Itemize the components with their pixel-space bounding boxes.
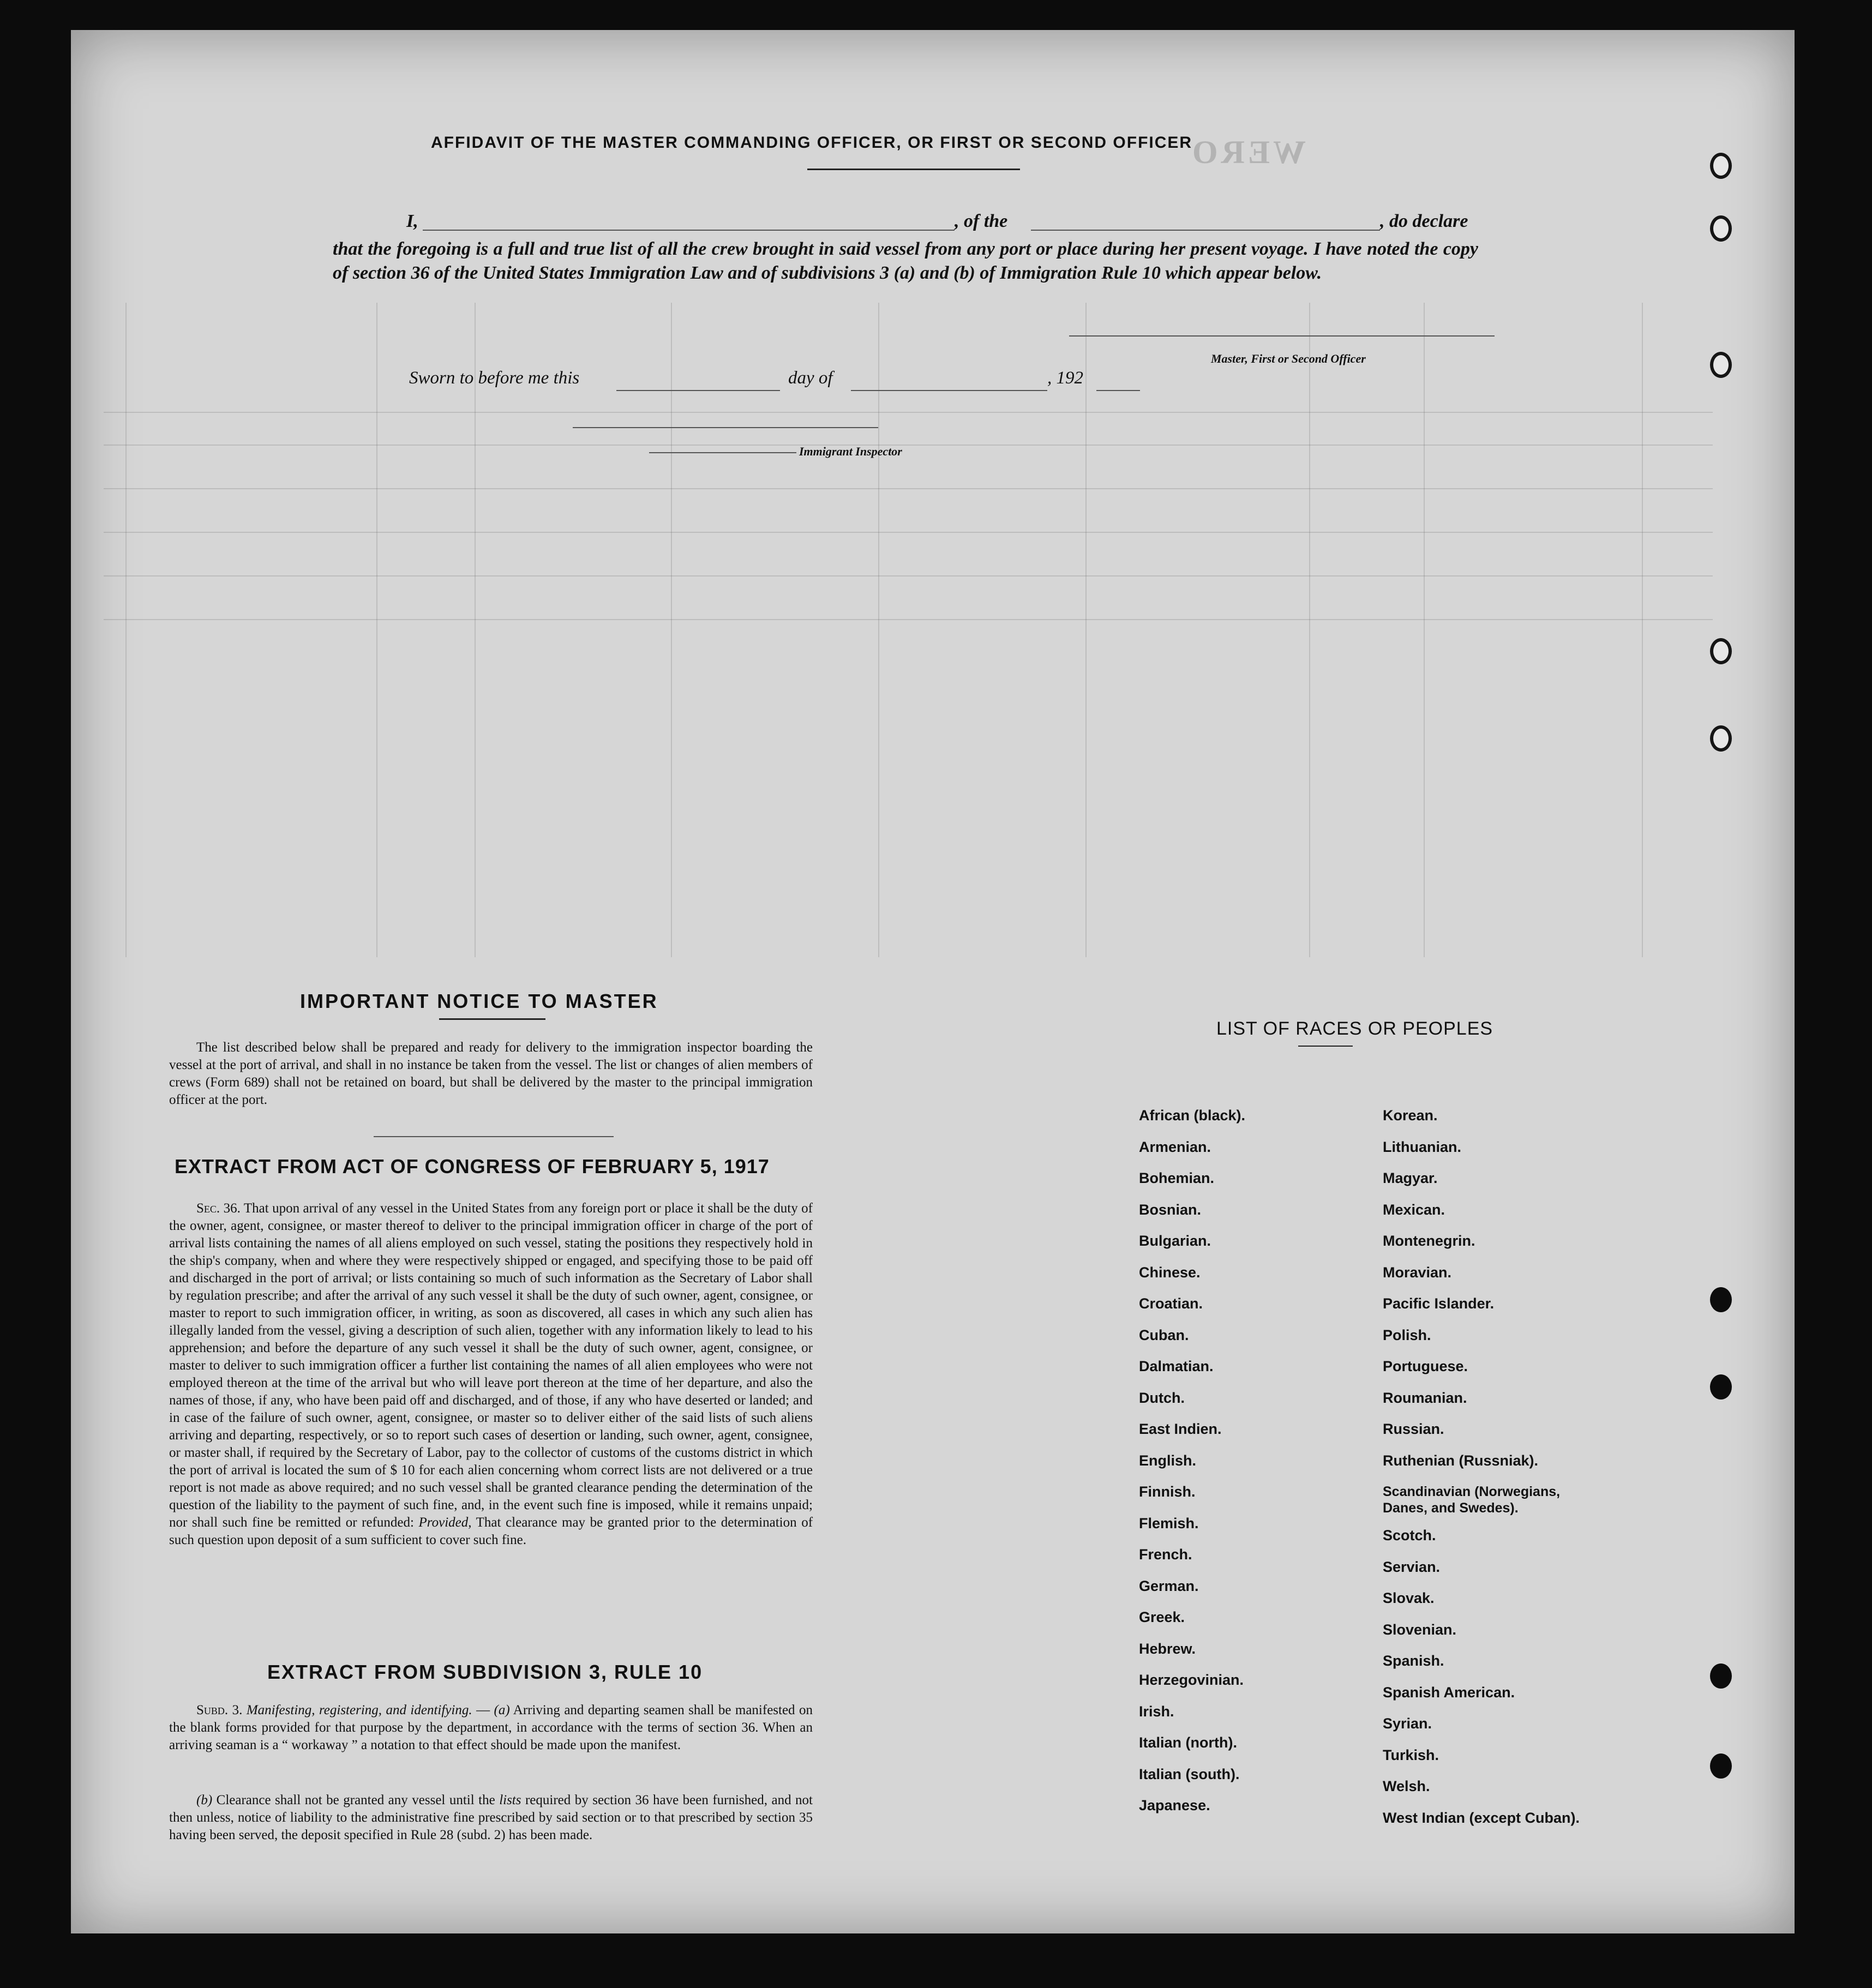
race-item: Lithuanian. [1383,1138,1461,1155]
act-sec-text: That upon arrival of any vessel in the United States from any foreign port or place it shall be the duty of the owner, agent, consignee, or master thereof to deliver to the principal immigration officer in charge of the port of arrival lists containing the names of all aliens employed on such vessel, stating the positions they respectively hold in the ship's company, when and where they were respectively shipped or engaged, and specifying those to be paid off and discharged in the port of arrival; or lists containing so much of such information as the Secretary of Labor shall by regulation prescribe; and after the arrival of any such vessel it shall be the duty of such owner, agent, consignee, or master to report to such immigration officer, in writing, as soon as discovered, all cases in which any such alien has illegally landed from the vessel, giving a description of such alien, together with any information likely to lead to his apprehension; and before the departure of any such vessel it shall be the duty of such owner, agent, consignee, or master to deliver to such immigration officer a further list containing the names of all alien employees who were not employed thereon at the time of the arrival but who will leave port thereon at the time of her departure, and also the names of those, if any, who have been paid off and discharged, and of those, if any who have deserted or landed; and in case of the failure of such owner, agent, consignee, or master so to deliver either of the said lists of such aliens arriving and departing, respectively, or so to report such cases of desertion or landing, such owner, agent, consignee, or master shall, if required by the Secretary of Labor, pay to the collector of customs of the customs district in which the port of arrival is located the sum of $ 10 for each alien concerning whom correct lists are not delivered or a true report is not made as above required; and no such vessel shall be granted clearance pending the determination of the question of the liability to the payment of such fine, and, in the event such fine is imposed, while it remains unpaid; nor shall such fine be remitted or refunded: [169,1201,813,1530]
affidavit-body: that the foregoing is a full and true list of all the crew brought in said vessel from any port or place during her present voyage. I have noted the copy of section 36 of the United States Immigration Law and of subdivisions 3 (a) and (b) of Immigration Rule 10 which appear below. [333,239,1478,283]
bleed-through-line [1309,303,1310,957]
rule-a-text: Arriving and departing seamen shall be manifested on the blank forms provided for that purpose by the department, in accordance with the terms of section 36. When an arriving seaman is a “ workaway ” a notation to that effect should be made upon the manifest. [169,1703,813,1752]
race-item: Slovenian. [1383,1621,1457,1638]
race-item: Croatian. [1139,1295,1203,1312]
inspector-label: Immigrant Inspector [799,445,902,458]
race-item: Dalmatian. [1139,1358,1214,1374]
race-item: Scandinavian (Norwegians, Danes, and Swedes). [1383,1484,1561,1516]
bleed-through-line [104,532,1713,533]
rule-b-label: (b) [196,1793,213,1807]
sworn-year-blank [1096,390,1140,391]
races-title: LIST OF RACES OR PEOPLES [1216,1018,1493,1039]
inspector-label-lead [649,452,796,453]
race-item: Japanese. [1139,1797,1210,1813]
race-item: Bulgarian. [1139,1233,1211,1249]
bleed-through-line [1085,303,1087,957]
races-left-column [1139,1107,1357,1816]
notice-title-underline [439,1018,545,1020]
rule-extract-a: Subd. 3. Manifesting, registering, and identifying. — (a) Arriving and departing seamen shall be manifested on the blank forms provided for that purpose by the department, in accordance with the terms of section 36. When an arriving seaman is a “ workaway ” a notation to that effect should be made upon the manifest. [169,1703,813,1752]
bleed-through-line [104,619,1713,620]
race-item: Irish. [1139,1703,1174,1720]
sworn-year: , 192 [1047,368,1083,388]
affidavit-declare: , do declare [1380,211,1468,231]
sworn-prefix: Sworn to before me this [409,368,580,388]
inspector-signature-line [573,427,878,428]
race-item: Hebrew. [1139,1640,1196,1657]
rule-subd-heading: Manifesting, registering, and identifying. [246,1703,472,1717]
race-item: Chinese. [1139,1264,1201,1281]
rule-subd-label: Subd. 3. [196,1703,243,1717]
race-item: Montenegrin. [1383,1233,1475,1249]
race-item: Italian (south). [1139,1765,1240,1782]
race-item: Spanish American. [1383,1684,1515,1701]
race-item: Dutch. [1139,1389,1185,1406]
affidavit-title: AFFIDAVIT OF THE MASTER COMMANDING OFFICER, OR FIRST OR SECOND OFFICER [431,134,1193,152]
race-item: Spanish. [1383,1653,1444,1669]
race-item: African (black). [1139,1107,1246,1124]
race-item: Syrian. [1383,1715,1432,1732]
notice-title: IMPORTANT NOTICE TO MASTER [300,990,658,1012]
race-item: Flemish. [1139,1515,1199,1531]
rule-b-lists: lists [499,1793,521,1807]
race-item: Magyar. [1383,1170,1438,1186]
rule-b-text-2: required by section 36 have been furnished, and not then unless, notice of liability to the administrative fine prescribed by said section or to that prescribed by section 35 having been served, the deposit specified in Rule 28 (subd. 2) has been made. [169,1793,813,1842]
bleed-through-line [1424,303,1425,957]
races-title-underline [1298,1046,1353,1047]
affidavit-vessel-blank [1031,230,1380,231]
race-item: Greek. [1139,1609,1185,1625]
race-item: Cuban. [1139,1326,1189,1343]
race-item: Moravian. [1383,1264,1452,1281]
race-item: Pacific Islander. [1383,1295,1495,1312]
master-signature-line [1069,335,1495,337]
bleed-through-line [475,303,476,957]
race-item: Mexican. [1383,1201,1445,1218]
affidavit-name-blank [423,230,955,231]
race-item: Servian. [1383,1558,1441,1575]
affidavit-i: I, [406,211,418,231]
act-extract-body [169,1200,813,1549]
race-item: Bosnian. [1139,1201,1202,1218]
sworn-month-blank [851,390,1047,391]
sworn-day: day of [788,368,833,388]
rule-b-text-1: Clearance shall not be granted any vessel until the [216,1793,495,1807]
master-label: Master, First or Second Officer [1211,352,1366,365]
binder-hole [1710,1753,1732,1779]
binder-hole [1710,1287,1732,1312]
race-item: Portuguese. [1383,1358,1468,1374]
bleed-through-line [104,412,1713,413]
binder-hole [1710,725,1732,752]
bleed-through-line [1642,303,1643,957]
act-sec-label: Sec. 36. [196,1201,241,1216]
binder-hole [1710,352,1732,378]
race-item: Korean. [1383,1107,1438,1124]
race-item: Finnish. [1139,1484,1196,1500]
rule-extract-b [169,1792,813,1844]
race-item: Italian (north). [1139,1734,1237,1751]
bleed-through-line [125,303,127,957]
race-item: Herzegovinian. [1139,1672,1244,1688]
binder-hole [1710,215,1732,242]
bleed-through-line [671,303,672,957]
binder-hole [1710,638,1732,664]
race-item: Turkish. [1383,1746,1439,1763]
act-provided-text: That clearance may be granted prior to the determination of such question upon deposit of a sum sufficient to cover such fine. [169,1515,813,1547]
race-item: Welsh. [1383,1778,1430,1794]
race-item: English. [1139,1452,1197,1469]
race-item: Slovak. [1383,1590,1435,1606]
race-item: Roumanian. [1383,1389,1467,1406]
race-item: Ruthenian (Russniak). [1383,1452,1539,1469]
bleed-through-line [878,303,879,957]
affidavit-of-the: , of the [955,211,1008,231]
notice-body: The list described below shall be prepared and ready for delivery to the immigration inspector boarding the vessel at the port of arrival, and shall in no instance be taken from the vessel. The list or changes of alien members of crews (Form 689) shall not be retained on board, but shall be delivered by the master to the principal immigration officer at the port. [169,1040,813,1107]
bleed-through-line [104,445,1713,446]
rule-a-label: (a) [494,1703,510,1717]
races-right-column [1383,1107,1645,1826]
race-item: German. [1139,1577,1199,1594]
bleed-through-line [104,575,1713,576]
affidavit-title-underline [807,169,1020,170]
binder-hole [1710,1374,1732,1400]
bleed-through-line [376,303,377,957]
race-item: Bohemian. [1139,1170,1215,1186]
race-item: West Indian (except Cuban). [1383,1809,1580,1826]
form-page [71,30,1795,1933]
race-item: Russian. [1383,1421,1444,1437]
sworn-day-blank [616,390,780,391]
binder-hole [1710,153,1732,179]
binder-hole [1710,1663,1732,1689]
rule-extract-title: EXTRACT FROM SUBDIVISION 3, RULE 10 [267,1661,703,1683]
race-item: Armenian. [1139,1138,1211,1155]
race-item: French. [1139,1546,1192,1563]
race-item: East Indien. [1139,1421,1222,1437]
race-item: Scotch. [1383,1527,1436,1543]
bleed-through-line [104,488,1713,489]
act-extract-title: EXTRACT FROM ACT OF CONGRESS OF FEBRUARY 5, 1917 [175,1155,770,1178]
race-item: Polish. [1383,1326,1431,1343]
act-provided-label: Provided, [418,1515,472,1530]
notice-divider [374,1136,614,1137]
bleed-through-heading: WERO [1189,134,1306,170]
